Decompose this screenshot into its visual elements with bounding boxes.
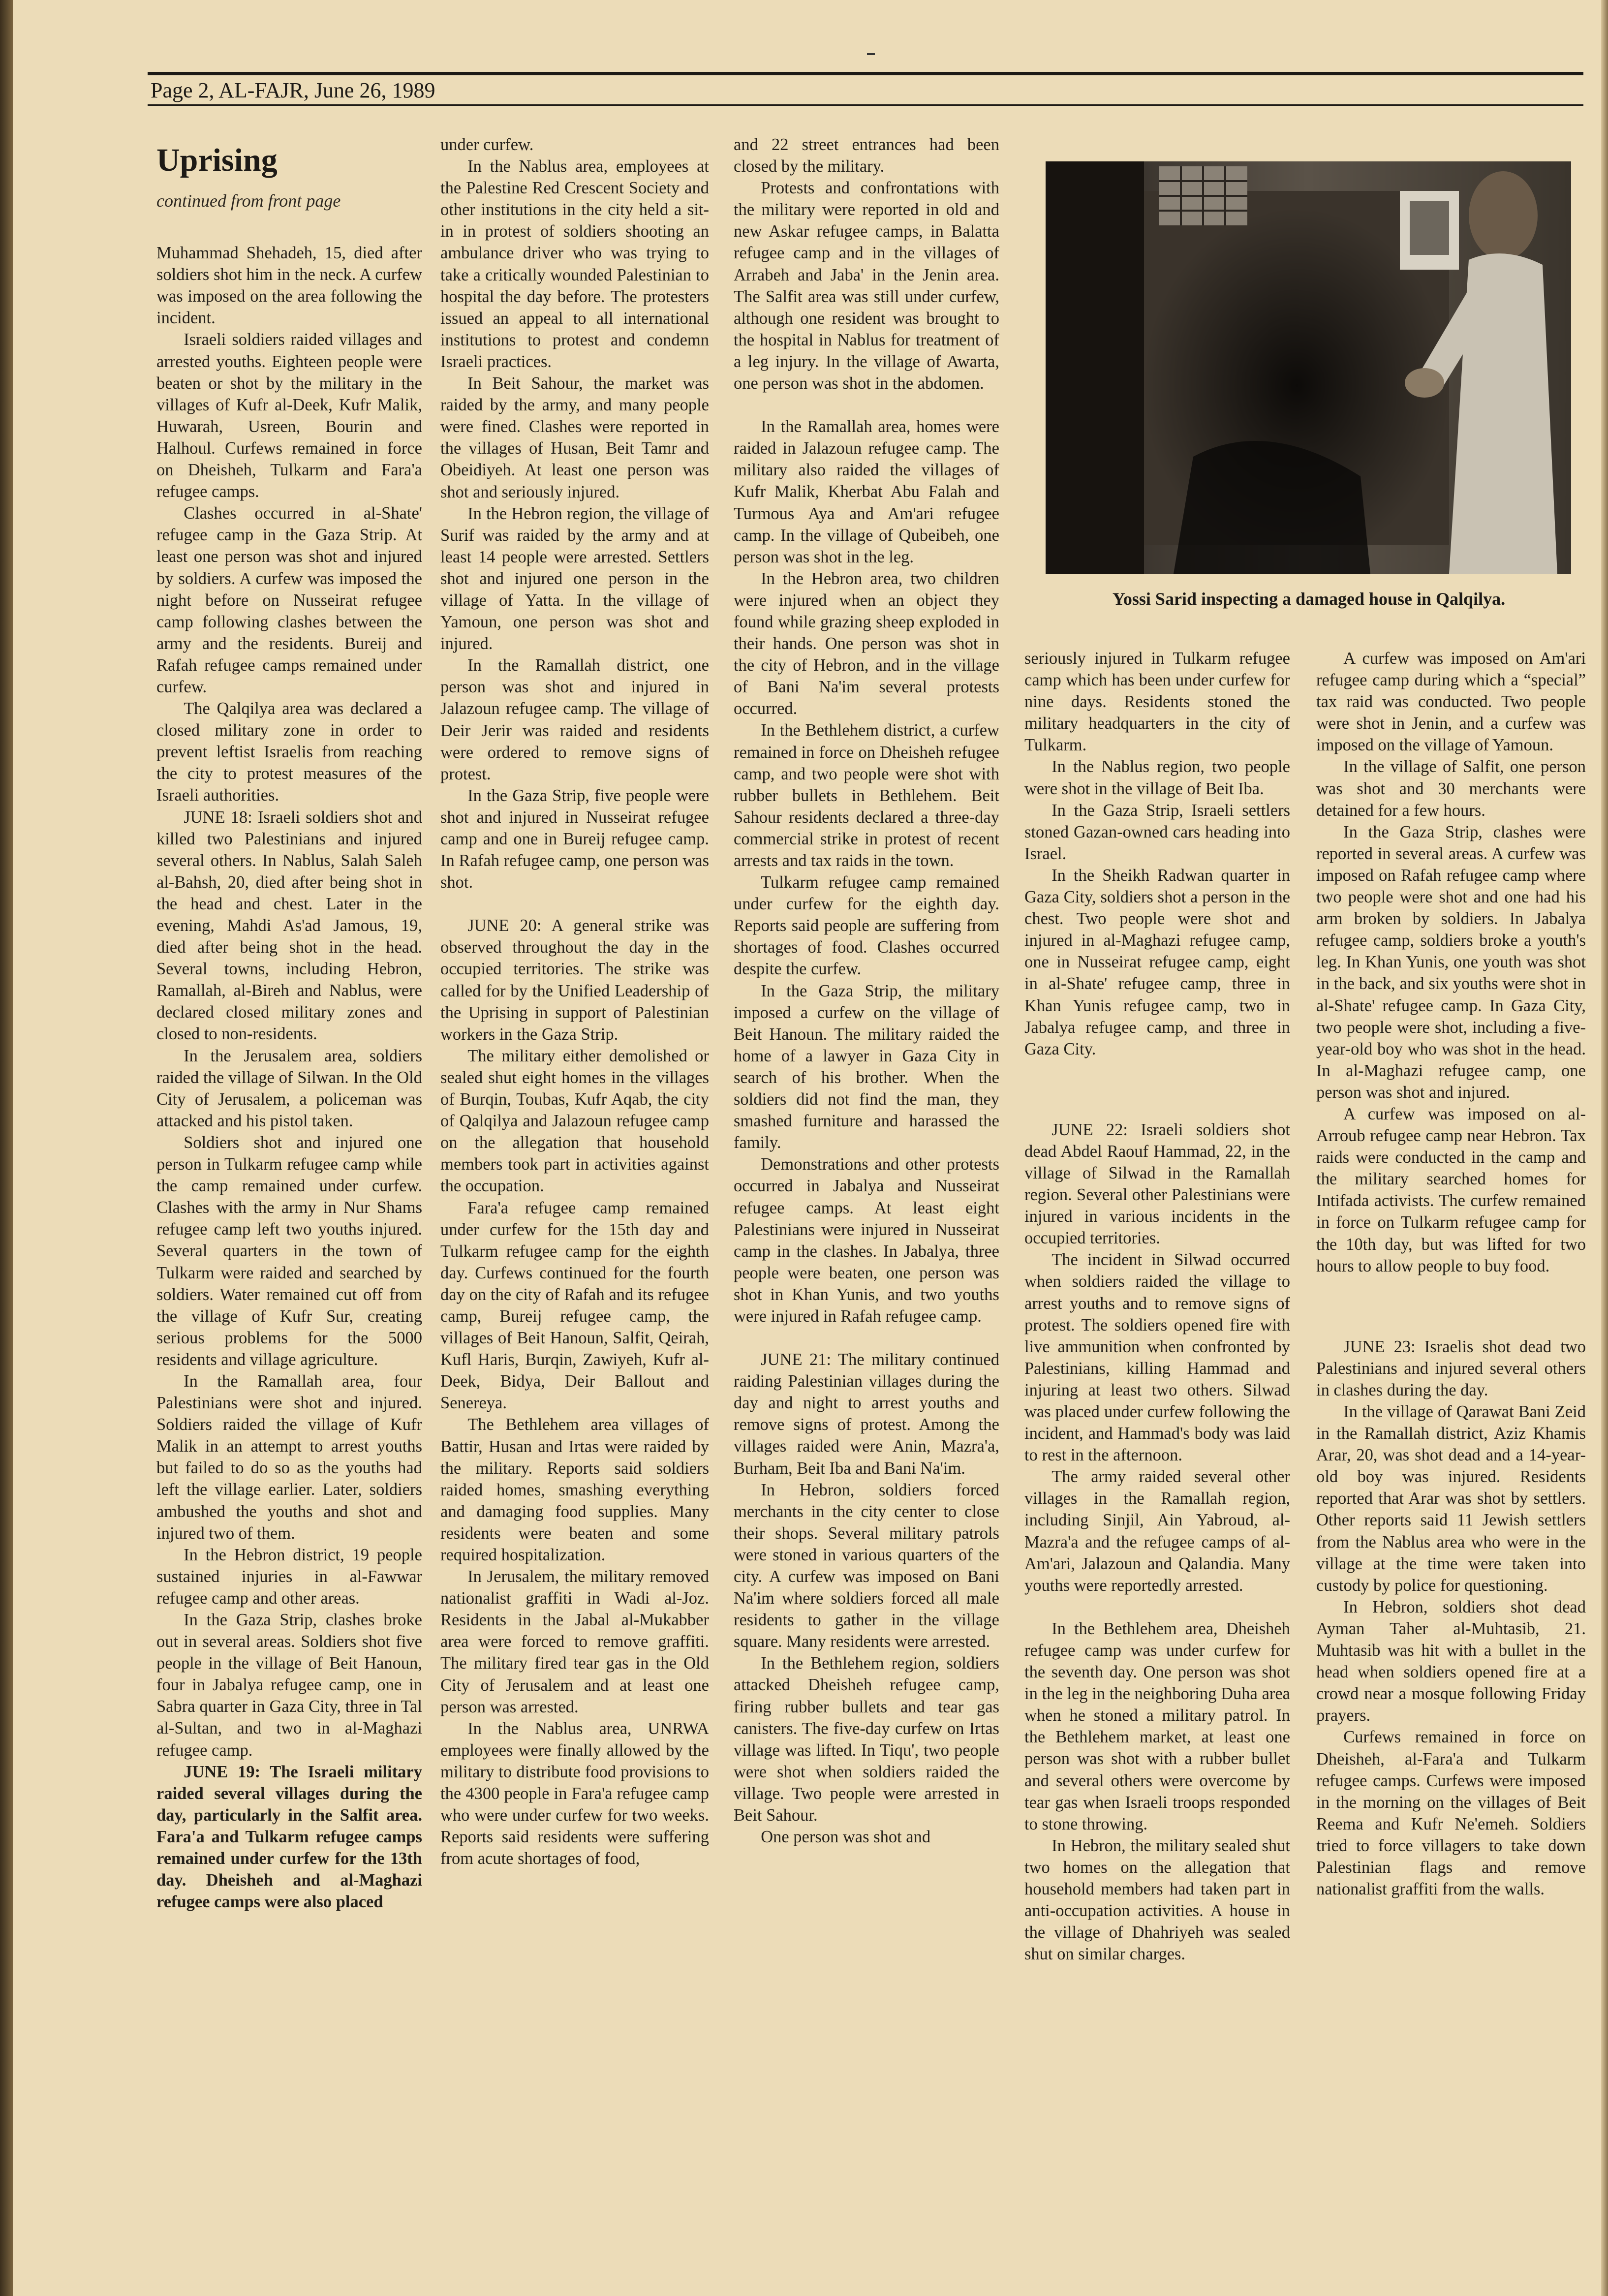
- paragraph: The military either demolished or sealed shut eight homes in the villages of Burqin, Toubas, Kufr Aqab, the city of Qalqilya and Jalazoun refugee camp on the allegation that household members took part in activities against the occupation.: [440, 1046, 709, 1196]
- continued-line: continued from front page: [156, 191, 341, 211]
- column-3: [734, 134, 999, 1848]
- paragraph: In the Nablus area, UNRWA employees were finally allowed by the military to distribute food provisions to the 4300 people in Fara'a refugee camp who were under curfew for two weeks. Reports said residents were suffering from acute shortages of food,: [440, 1719, 709, 1868]
- page-edge: [1601, 0, 1608, 2296]
- paragraph: In the Gaza Strip, Israeli settlers stoned Gazan-owned cars heading into Israel.: [1024, 801, 1290, 863]
- header-rule: [148, 72, 1583, 75]
- paragraph: Fara'a refugee camp remained under curfew for the 15th day and Tulkarm refugee camp for the eighth day. Curfews continued for the fourth day on the city of Rafah and its refugee camp, Bureij refugee camp, the villages of Beit Hanoun, Salfit, Qeirah, Kufl Haris, Burqin, Zawiyeh, Kufr al-Deek, Bidya, Deir Ballout and Senereya.: [440, 1198, 709, 1413]
- paragraph: JUNE 19: The Israeli military raided several villages during the day, particularly in the Salfit area. Fara'a and Tulkarm refugee camps remained under curfew for the 13th day. Dheisheh and al-Maghazi refugee camps were also placed: [156, 1762, 422, 1912]
- column-5: [1316, 648, 1586, 1900]
- paragraph: In Hebron, soldiers forced merchants in the city center to close their shops. Several military patrols were stoned in various quarters of the city. A curfew was imposed on Bani Na'im where soldiers forced all male residents to gather in the village square. Many residents were arrested.: [734, 1480, 999, 1651]
- paragraph: In the Gaza Strip, five people were shot and injured in Nusseirat refugee camp and one in Bureij refugee camp. In Rafah refugee camp, one person was shot.: [440, 786, 709, 892]
- paragraph: Curfews remained in force on Dheisheh, al-Fara'a and Tulkarm refugee camps. Curfews were imposed in the morning on the villages of Beit Reema and Kufr Ne'emeh. Soldiers tried to force villagers to take down Palestinian flags and remove nationalist graffiti from the walls.: [1316, 1728, 1586, 1899]
- paragraph: In the Gaza Strip, clashes were reported in several areas. A curfew was imposed on Rafah refugee camp where two people were shot and one had his arm broken by soldiers. In Jabalya refugee camp, soldiers broke a youth's leg. In Khan Yunis, one youth was shot in the back, and six youths were shot in al-Shate' refugee camp. In Gaza City, two people were shot, including a five-year-old boy who was shot in the head. In al-Maghazi refugee camp, one person was shot and injured.: [1316, 822, 1586, 1102]
- paragraph: Muhammad Shehadeh, 15, died after soldiers shot him in the neck. A curfew was imposed on the area following the incident.: [156, 244, 422, 328]
- paragraph: One person was shot and: [761, 1828, 931, 1847]
- paragraph: In the Sheikh Radwan quarter in Gaza City, soldiers shot a person in the chest. Two people were shot and injured in al-Maghazi refugee camp, one in Nusseirat refugee camp, eight in al-Shate' refugee camp, three in Khan Yunis refugee camp, two in Jabalya refugee camp, and three in Gaza City.: [1024, 866, 1290, 1058]
- paragraph: In the Bethlehem district, a curfew remained in force on Dheisheh refugee camp, and two people were shot with rubber bullets in Bethlehem. Beit Sahour residents declared a three-day commercial strike in protest of recent arrests and tax raids in the town.: [734, 721, 999, 870]
- paragraph: JUNE 20: A general strike was observed throughout the day in the occupied territories. The strike was called for by the Unified Leadership of the Uprising in support of Palestinian workers in the Gaza Strip.: [440, 916, 709, 1044]
- paragraph: The army raided several other villages in the Ramallah region, including Sinjil, Ain Yabroud, al-Mazra'a and the refugee camps of al-Am'ari, Jalazoun and Qalandia. Many youths were reportedly arrested.: [1024, 1467, 1290, 1595]
- paragraph: In the village of Qarawat Bani Zeid in the Ramallah district, Aziz Khamis Arar, 20, was shot dead and a 14-year-old boy was injured. Residents reported that Arar was shot by settlers. Other reports said 11 Jewish settlers from the Nablus area who were in the village at the time were taken into custody by police for questioning.: [1316, 1402, 1586, 1595]
- paragraph: The Bethlehem area villages of Battir, Husan and Irtas were raided by the military. Reports said soldiers raided homes, smashing everything and damaging food supplies. Many residents were beaten and some required hospitalization.: [440, 1415, 709, 1564]
- paragraph: In the Jerusalem area, soldiers raided the village of Silwan. In the Old City of Jerusalem, a policeman was attacked and his pistol taken.: [156, 1046, 422, 1130]
- paragraph: In the Nablus area, employees at the Palestine Red Crescent Society and other institutions in the city held a sit-in in protest of soldiers shooting an ambulance driver who was trying to take a critically wounded Palestinian to hospital the day before. The protesters issued an appeal to all international institutions to protest and condemn Israeli practices.: [440, 157, 709, 371]
- paragraph: In Jerusalem, the military removed nationalist graffiti in Wadi al-Joz. Residents in the Jabal al-Mukabber area were forced to remove graffiti. The military fired tear gas in the Old City of Jerusalem and at least one person was arrested.: [440, 1567, 709, 1716]
- paragraph: Demonstrations and other protests occurred in Jabalya and Nusseirat refugee camps. At least eight Palestinians were injured in Nusseirat camp in the clashes. In Jabalya, three people were beaten, one person was shot in Khan Yunis, and two youths were injured in Rafah refugee camp.: [734, 1155, 999, 1326]
- paragraph: JUNE 21: The military continued raiding Palestinian villages during the day and night to arrest youths and remove signs of protest. Among the villages raided were Anin, Mazra'a, Burham, Beit Iba and Bani Na'im.: [734, 1350, 999, 1478]
- printer-mark: [867, 53, 875, 55]
- news-photo: [1046, 161, 1571, 574]
- paragraph: A curfew was imposed on al-Arroub refugee camp near Hebron. Tax raids were conducted in the camp and the military searched homes for Intifada activists. The curfew remained in force on Tulkarm refugee camp for the 10th day, but was lifted for two hours to allow people to buy food.: [1316, 1104, 1586, 1275]
- paragraph: In the Hebron region, the village of Surif was raided by the army and at least 14 people were arrested. Settlers shot and injured one person in the village of Yatta. In the village of Yamoun, one person was shot and injured.: [440, 504, 709, 653]
- paragraph: In the Ramallah area, four Palestinians were shot and injured. Soldiers raided the village of Kufr Malik in an attempt to arrest youths but failed to do so as the youths had left the village earlier. Later, soldiers ambushed the youths and shot and injured two of them.: [156, 1371, 422, 1543]
- photo-caption: Yossi Sarid inspecting a damaged house in Qalqilya.: [1112, 589, 1506, 609]
- paragraph: Soldiers shot and injured one person in Tulkarm refugee camp while the camp remained under curfew. Clashes with the army in Nur Shams refugee camp left two youths injured. Several quarters in the town of Tulkarm were raided and searched by soldiers. Water remained cut off from the village of Kufr Sur, creating serious problems for the 5000 residents and village agriculture.: [156, 1133, 422, 1369]
- paragraph: In the Ramallah area, homes were raided in Jalazoun refugee camp. The military also raided the villages of Kufr Malik, Kherbat Abu Falah and Turmous Aya and Am'ari refugee camp. In the village of Qubeibeh, one person was shot in the leg.: [734, 417, 999, 566]
- column-4: [1024, 648, 1290, 1965]
- running-head: Page 2, AL-FAJR, June 26, 1989: [151, 78, 435, 102]
- paragraph: In the Hebron area, two children were injured when an object they found while grazing sheep exploded in their hands. One person was shot in the city of Hebron, and in the village of Bani Na'im several protests occurred.: [734, 569, 999, 718]
- paragraph: In Beit Sahour, the market was raided by the army, and many people were fined. Clashes were reported in the villages of Husan, Beit Tamr and Obeidiyeh. At least one person was shot and seriously injured.: [440, 374, 709, 501]
- paragraph: JUNE 22: Israeli soldiers shot dead Abdel Raouf Hammad, 22, in the village of Silwad in the Ramallah region. Several other Palestinians were injured in various incidents in the occupied territories.: [1024, 1120, 1290, 1248]
- paragraph: under curfew.: [440, 135, 534, 154]
- column-2: [440, 134, 709, 1869]
- paragraph: In the Gaza Strip, clashes broke out in several areas. Soldiers shot five people in the village of Beit Hanoun, four in Jabalya refugee camp, one in Sabra quarter in Gaza City, three in Tal al-Sultan, and two in al-Maghazi refugee camp.: [156, 1611, 422, 1760]
- paragraph: A curfew was imposed on Am'ari refugee camp during which a “special” tax raid was conducted. Two people were shot in Jenin, and a curfew was imposed on the village of Yamoun.: [1316, 649, 1586, 755]
- paragraph: Tulkarm refugee camp remained under curfew for the eighth day. Reports said people are suffering from shortages of food. Clashes occurred despite the curfew.: [734, 873, 999, 979]
- paragraph: Clashes occurred in al-Shate' refugee camp in the Gaza Strip. At least one person was shot and injured by soldiers. A curfew was imposed the night before on Nusseirat refugee camp following clashes between the army and the residents. Bureij and Rafah refugee camps remained under curfew.: [156, 504, 422, 696]
- paragraph: Protests and confrontations with the military were reported in old and new Askar refugee camps, in Balatta refugee camp and in the villages of Arrabeh and Jaba' in the Jenin area. The Salfit area was still under curfew, although one resident was brought to the hospital in Nablus for treatment of a leg injury. In the village of Awarta, one person was shot in the abdomen.: [734, 179, 999, 393]
- paragraph: seriously injured in Tulkarm refugee camp which has been under curfew for nine days. Residents stoned the military headquarters in the city of Tulkarm.: [1024, 649, 1290, 755]
- paragraph: In the Ramallah district, one person was shot and injured in Jalazoun refugee camp. The village of Deir Jerir was raided and residents were ordered to remove signs of protest.: [440, 656, 709, 783]
- paragraph: In the Bethlehem area, Dheisheh refugee camp was under curfew for the seventh day. One person was shot in the leg in the neighboring Duha area when he stoned a military patrol. In the Bethlehem market, at least one person was shot with a rubber bullet and several others were overcome by tear gas when Israeli troops responded to stone throwing.: [1024, 1619, 1290, 1833]
- paragraph: The incident in Silwad occurred when soldiers raided the village to arrest youths and to remove signs of protest. The soldiers opened fire with live ammunition when confronted by Palestinians, killing Hammad and injuring at least two others. Silwad was placed under curfew following the incident, and Hammad's body was laid to rest in the afternoon.: [1024, 1250, 1290, 1465]
- paragraph: The Qalqilya area was declared a closed military zone in order to prevent leftist Israelis from reaching the city to protest measures of the Israeli authorities.: [156, 699, 422, 805]
- paragraph: In the Nablus region, two people were shot in the village of Beit Iba.: [1024, 757, 1290, 798]
- paragraph: In the village of Salfit, one person was shot and 30 merchants were detained for a few hours.: [1316, 757, 1586, 820]
- paragraph: JUNE 23: Israelis shot dead two Palestinians and injured several others in clashes during the day.: [1316, 1337, 1586, 1399]
- binding-edge: [0, 0, 13, 2296]
- header-rule-thin: [148, 104, 1583, 106]
- paragraph: In the Bethlehem region, soldiers attacked Dheisheh refugee camp, firing rubber bullets and tear gas canisters. The five-day curfew on Irtas village was lifted. In Tiqu', two people were shot when soldiers raided the village. Two people were arrested in Beit Sahour.: [734, 1654, 999, 1825]
- paragraph: and 22 street entrances had been closed by the military.: [734, 135, 999, 176]
- paragraph: JUNE 18: Israeli soldiers shot and killed two Palestinians and injured several others. In Nablus, Salah Saleh al-Bahsh, 20, died after being shot in the head and chest. Later in the evening, Mahdi As'ad Jamous, 19, died after being shot in the head. Several towns, including Hebron, Ramallah, al-Bireh and Nablus, were declared closed military zones and closed to non-residents.: [156, 807, 422, 1044]
- paragraph: Israeli soldiers raided villages and arrested youths. Eighteen people were beaten or shot by the military in the villages of Kufr al-Deek, Kufr Malik, Huwarah, Usreen, Bourin and Halhoul. Curfews remained in force on Dheisheh, Tulkarm and Fara'a refugee camps.: [156, 330, 422, 501]
- column-1: [156, 142, 422, 1913]
- paragraph: In the Hebron district, 19 people sustained injuries in al-Fawwar refugee camp and other areas.: [156, 1545, 422, 1608]
- photo-image: [1046, 161, 1571, 574]
- paragraph: In the Gaza Strip, the military imposed a curfew on the village of Beit Hanoun. The military raided the home of a lawyer in Gaza City in search of his brother. When the soldiers did not find the man, they smashed furniture and harassed the family.: [734, 981, 999, 1152]
- paragraph: In Hebron, the military sealed shut two homes on the allegation that household members had taken part in anti-occupation activities. A house in the village of Dhahriyeh was sealed shut on similar charges.: [1024, 1836, 1290, 1964]
- headline: Uprising: [156, 142, 278, 178]
- paragraph: In Hebron, soldiers shot dead Ayman Taher al-Muhtasib, 21. Muhtasib was hit with a bullet in the head when soldiers opened fire at a crowd near a mosque following Friday prayers.: [1316, 1597, 1586, 1725]
